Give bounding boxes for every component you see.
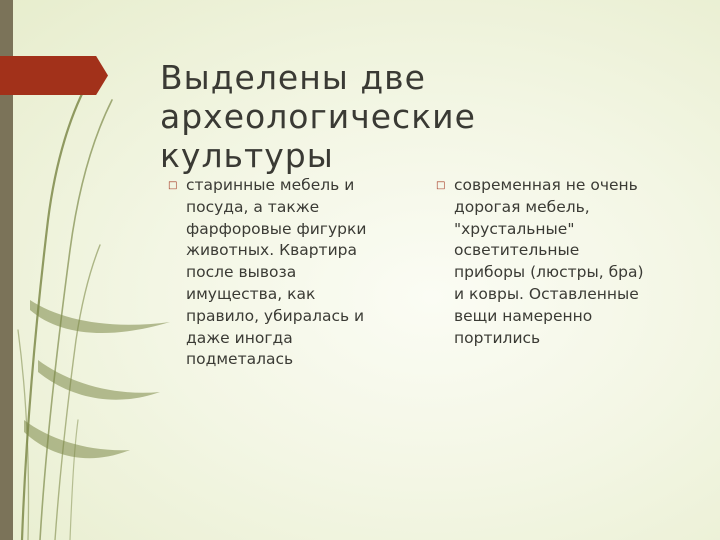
bullet-list-right (436, 175, 651, 349)
accent-tab (0, 56, 108, 95)
bullet-square-icon: □ (168, 180, 178, 191)
bullet-text: старинные мебель и посуда, а также фарфоровые фигурки животных. Квартира после вывоза имущества, как правило, убиралась и даже иногда подметалась (186, 176, 367, 369)
bullet-item (436, 175, 651, 349)
bullet-square-icon: □ (436, 180, 446, 191)
bullet-text: современная не очень дорогая мебель, "хрустальные" осветительные приборы (люстры, бра) и ковры. Оставленные вещи намеренно портились (454, 176, 644, 347)
bullet-list-left (168, 175, 393, 371)
bullet-item (168, 175, 393, 371)
slide-title: Выделены две археологические культуры (160, 58, 476, 175)
